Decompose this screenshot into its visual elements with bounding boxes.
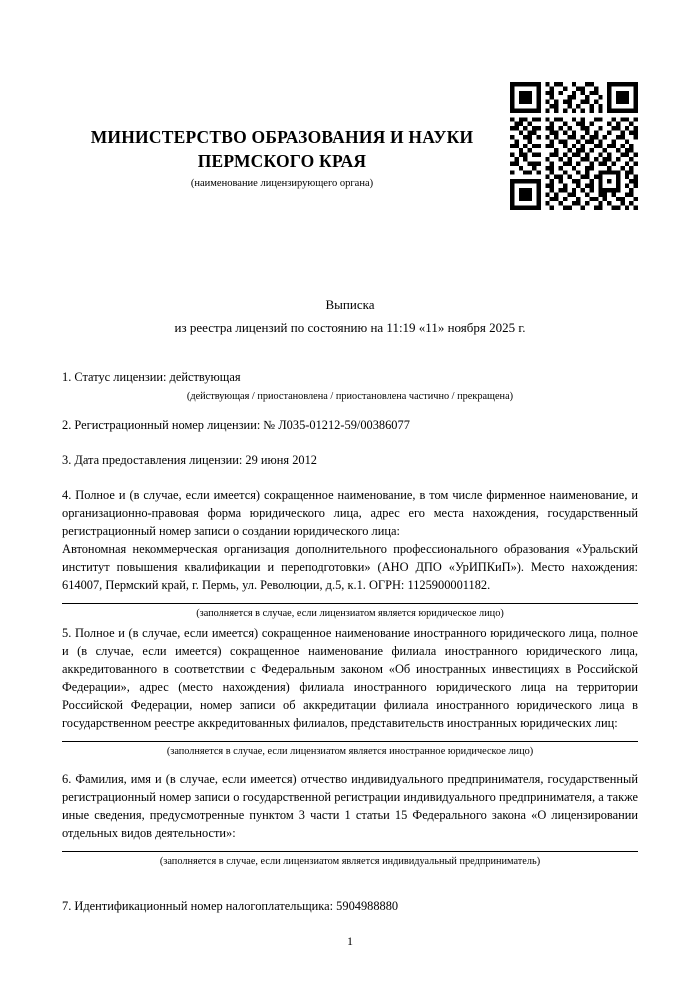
section-foreign-entity bbox=[62, 625, 638, 757]
section-foreign-entity-note: (заполняется в случае, если лицензиатом является иностранное юридическое лицо) bbox=[166, 745, 534, 757]
section-issue-date bbox=[62, 452, 638, 470]
section-status bbox=[62, 369, 638, 402]
organization-caption: (наименование лицензирующего органа) bbox=[190, 178, 374, 189]
qr-code bbox=[510, 82, 638, 210]
section-issue-date-text: 3. Дата предоставления лицензии: 29 июня 2012 bbox=[62, 453, 318, 467]
section-inn-text: 7. Идентификационный номер налогоплательщика: 5904988880 bbox=[62, 899, 399, 913]
organization-title-line1: МИНИСТЕРСТВО ОБРАЗОВАНИЯ И НАУКИ bbox=[90, 127, 474, 147]
section-status-note: (действующая / приостановлена / приостановлена частично / прекращена) bbox=[186, 390, 514, 402]
section-reg-number-text: 2. Регистрационный номер лицензии: № Л035-01212-59/00386077 bbox=[62, 418, 410, 432]
page-number: 1 bbox=[347, 934, 353, 948]
section-legal-entity-value: Автономная некоммерческая организация дополнительного профессионального образования «Уральский институт повышения квалификации и переподготовки» (АНО ДПО «УрИПКиП»). Место нахождения: 614007, Пермский край, г. Пермь, ул. Революции, д.5, к.1. ОГРН: 1125900001182. bbox=[62, 541, 638, 592]
section-individual-entrepreneur bbox=[62, 771, 638, 867]
section-legal-entity-note: (заполняется в случае, если лицензиатом является юридическое лицо) bbox=[196, 607, 504, 619]
divider bbox=[62, 603, 638, 604]
section-reg-number bbox=[62, 417, 638, 435]
section-individual-entrepreneur-note: (заполняется в случае, если лицензиатом является индивидуальный предприниматель) bbox=[159, 855, 541, 867]
organization-title bbox=[62, 126, 502, 173]
qr-code-image bbox=[510, 82, 638, 210]
section-status-text: 1. Статус лицензии: действующая bbox=[62, 370, 241, 384]
section-individual-entrepreneur-text: 6. Фамилия, имя и (в случае, если имеется) отчество индивидуального предпринимателя, государственный регистрационный номер записи о государственной регистрации индивидуального предпринимателя, а также иные сведения, предусмотренные пунктом 3 части 1 статьи 15 Федерального закона «О лицензировании отдельных видов деятельности»: bbox=[62, 772, 638, 840]
document-kind: Выписка bbox=[325, 297, 375, 312]
section-legal-entity bbox=[62, 487, 638, 619]
divider bbox=[62, 741, 638, 742]
document-subtitle: из реестра лицензий по состоянию на 11:19 «11» ноября 2025 г. bbox=[174, 320, 526, 335]
section-legal-entity-text: 4. Полное и (в случае, если имеется) сокращенное наименование, в том числе фирменное наименование, и организационно-правовая форма юридического лица, адрес его места нахождения, государственный регистрационный номер записи о создании юридического лица: bbox=[62, 488, 638, 538]
section-inn bbox=[62, 898, 638, 916]
organization-title-line2: ПЕРМСКОГО КРАЯ bbox=[197, 150, 367, 171]
divider bbox=[62, 851, 638, 852]
section-foreign-entity-text: 5. Полное и (в случае, если имеется) сокращенное наименование иностранного юридического лица, полное и (в случае, если имеется) сокращенное наименование филиала иностранного юридического лица, аккредитованного в соответствии с Федеральным законом «Об иностранных инвестициях в Российской Федерации», адрес (место нахождения) филиала иностранного юридического лица на территории Российской Федерации, номер записи об аккредитации филиала иностранного юридического лица в государственном реестре аккредитованных филиалов, представительств иностранных юридических лиц: bbox=[62, 626, 638, 730]
